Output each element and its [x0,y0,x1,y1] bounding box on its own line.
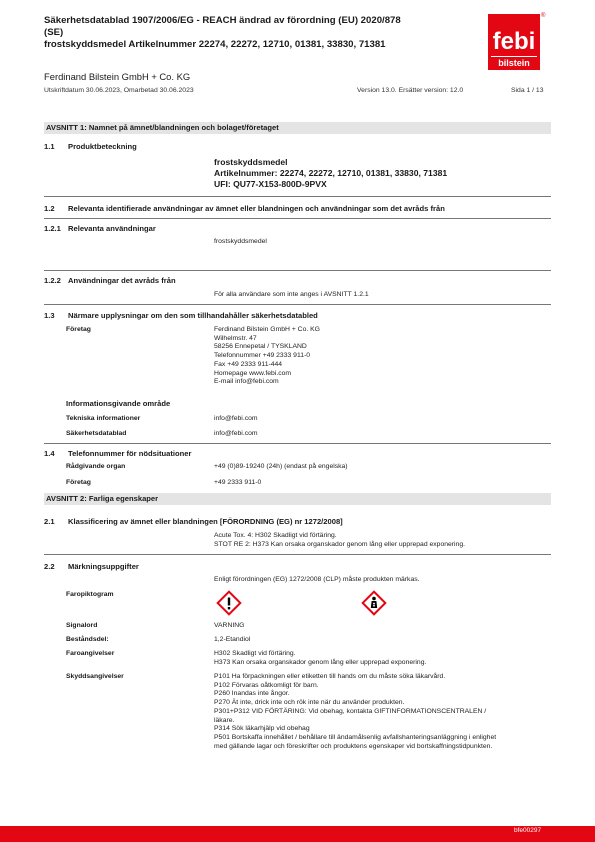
precautionary-statements-label: Skyddsangivelser [66,673,124,680]
sds-label: Säkerhetsdatablad [66,430,127,437]
emergency-company-label: Företag [66,479,91,486]
health-hazard-icon [361,590,387,616]
precautionary-statements: P101 Ha förpackningen eller etiketten till hands om du måste söka läkarvård. P102 Förvaras oåtkomligt för barn. P260 Inandas inte ångor. P270 Ät inte, drick inte och rök inte när du använder produkten. P301+P312 VID FÖRTÄRING: Vid obehag, kontakta GIFTINFORMATIONSCENTRALEN / läkare. P314 Sök läkarhjälp vid obehag P501 Bortskaffa innehållet / behållare till ändamålsenlig avfallshanteringsanläggning i enlighet med gällande lagar och föreskrifter och produktens egenskaper vid bortskaffningstidpunkten. [214,673,497,750]
document-number: bfe00297 [514,827,542,834]
febi-logo [488,14,540,70]
advisory-body-label: Rådgivande organ [66,463,126,470]
heading-1-2-1: 1.2.1 Relevanta användningar [44,224,156,233]
ingredient-label: Beståndsdel: [66,636,109,643]
heading-1-2-2: 1.2.2 Användningar det avråds från [44,276,176,285]
heading-1-4: 1.4 Telefonnummer för nödsituationer [44,449,192,458]
logo-text-top: febi [492,28,536,55]
exclamation-mark-icon [216,590,242,616]
section-1-header: AVSNITT 1: Namnet på ämnet/blandningen och bolaget/företaget [44,122,551,134]
heading-1-1: 1.1 Produktbeteckning [44,142,137,151]
company-name: Ferdinand Bilstein GmbH + Co. KG [44,71,191,82]
divider [44,270,551,271]
heading-1-2: 1.2 Relevanta identifierade användningar av ämnet eller blandningen och användningar som det avråds från [44,204,445,213]
signal-word-value: VARNING [214,622,245,629]
divider [44,218,551,219]
classification-text: Acute Tox. 4: H302 Skadligt vid förtäring. STOT RE 2: H373 Kan orsaka organskador genom lång eller upprepad exponering. [214,532,466,548]
logo-divider [491,56,537,57]
email-link[interactable]: E-mail info@febi.com [214,378,279,386]
ingredient-value: 1,2-Etandiol [214,636,251,643]
logo-text-bottom: bilstein [498,58,530,68]
page-number: Sida 1 / 13 [511,87,544,94]
homepage-link[interactable]: Homepage www.febi.com [214,369,292,377]
footer-bar [0,826,595,842]
divider [44,304,551,305]
sds-email[interactable]: info@febi.com [214,430,258,437]
supplier-company-label: Företag [66,326,91,333]
advised-against-value: För alla användare som inte anges i AVSNITT 1.2.1 [214,291,369,298]
pictogram-label: Faropiktogram [66,591,114,598]
divider [44,196,551,197]
relevant-use-value: frostskyddsmedel [214,238,267,245]
advisory-body-phone: +49 (0)89-19240 (24h) (endast på engelska) [214,463,348,470]
tech-info-label: Tekniska informationer [66,415,141,422]
heading-2-1: 2.1 Klassificering av ämnet eller blandningen [FÖRORDNING (EG) nr 1272/2008] [44,517,343,526]
signal-word-label: Signalord [66,622,98,629]
info-area-title: Informationsgivande område [66,399,171,408]
print-dates: Utskriftdatum 30.06.2023, Omarbetad 30.06.2023 [44,87,194,94]
divider [44,554,551,555]
product-identifier [214,157,447,190]
hazard-statements-label: Faroangivelser [66,650,115,657]
title-line: frostskyddsmedel Artikelnummer 22274, 22272, 12710, 01381, 33830, 71381 [44,39,386,50]
divider [44,443,551,444]
document-title [44,15,464,51]
version-info: Version 13.0. Ersätter version: 12.0 [357,87,464,94]
tech-info-email[interactable]: info@febi.com [214,415,258,422]
supplier-address: Ferdinand Bilstein GmbH + Co. KG Wilhelmstr. 47 58256 Ennepetal / TYSKLAND Telefonnummer +49 2333 911-0 Fax +49 2333 911-444 Homepage www.febi.com E-mail info@febi.com [214,326,320,386]
registered-mark: ® [541,13,546,19]
title-line: (SE) [44,27,64,38]
article-numbers: Artikelnummer: 22274, 22272, 12710, 01381, 33830, 71381 [214,168,448,178]
emergency-company-phone: +49 2333 911-0 [214,479,262,486]
ufi-code: UFI: QU77-X153-800D-9PVX [214,179,327,189]
heading-2-2: 2.2 Märkningsuppgifter [44,562,139,571]
title-line: Säkerhetsdatablad 1907/2006/EG - REACH ändrad av förordning (EU) 2020/878 [44,15,401,26]
product-name: frostskyddsmedel [214,157,288,167]
heading-1-3: 1.3 Närmare upplysningar om den som tillhandahåller säkerhetsdatabled [44,311,318,320]
section-2-header: AVSNITT 2: Farliga egenskaper [44,493,551,505]
labelling-intro: Enligt förordningen (EG) 1272/2008 (CLP) måste produkten märkas. [214,576,420,583]
hazard-statements: H302 Skadligt vid förtäring. H373 Kan orsaka organskador genom lång eller upprepad exponering. [214,650,427,666]
